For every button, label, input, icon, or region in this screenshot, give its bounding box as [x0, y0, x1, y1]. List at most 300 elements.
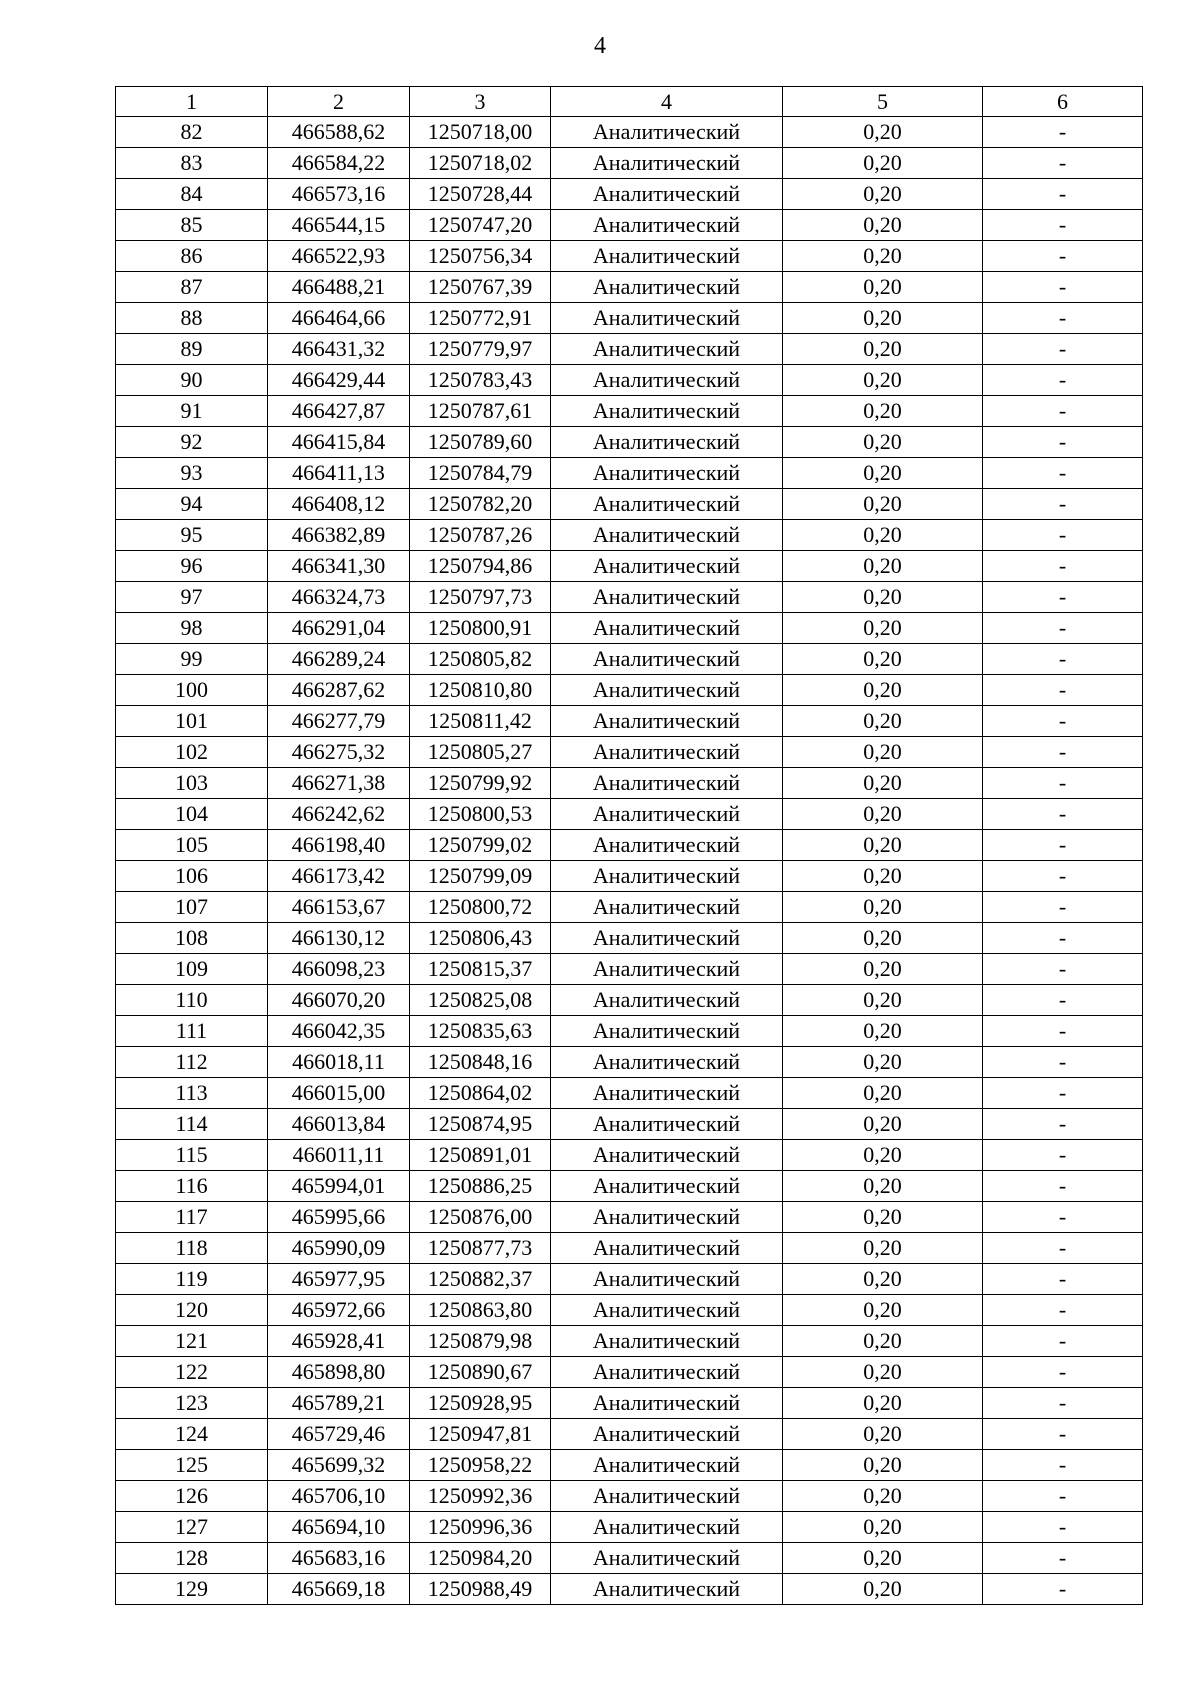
y-coordinate-cell: 1250877,73: [410, 1233, 551, 1264]
table-row: [116, 954, 1143, 985]
table-body: [116, 117, 1143, 1605]
x-coordinate-cell: 466011,11: [268, 1140, 410, 1171]
table-row: [116, 830, 1143, 861]
table-row: [116, 613, 1143, 644]
point-number-cell: 109: [116, 954, 268, 985]
table-row: [116, 1109, 1143, 1140]
y-coordinate-cell: 1250784,79: [410, 458, 551, 489]
description-cell: -: [983, 1109, 1143, 1140]
description-cell: -: [983, 1388, 1143, 1419]
method-cell: Аналитический: [551, 1264, 783, 1295]
y-coordinate-cell: 1250947,81: [410, 1419, 551, 1450]
x-coordinate-cell: 465694,10: [268, 1512, 410, 1543]
x-coordinate-cell: 466015,00: [268, 1078, 410, 1109]
point-number-cell: 99: [116, 644, 268, 675]
table-row: [116, 427, 1143, 458]
accuracy-cell: 0,20: [783, 644, 983, 675]
table-row: [116, 1450, 1143, 1481]
accuracy-cell: 0,20: [783, 799, 983, 830]
table-row: [116, 861, 1143, 892]
point-number-cell: 114: [116, 1109, 268, 1140]
y-coordinate-cell: 1250747,20: [410, 210, 551, 241]
accuracy-cell: 0,20: [783, 396, 983, 427]
x-coordinate-cell: 466153,67: [268, 892, 410, 923]
accuracy-cell: 0,20: [783, 117, 983, 148]
method-cell: Аналитический: [551, 179, 783, 210]
y-coordinate-cell: 1250800,53: [410, 799, 551, 830]
accuracy-cell: 0,20: [783, 1512, 983, 1543]
x-coordinate-cell: 466242,62: [268, 799, 410, 830]
point-number-cell: 103: [116, 768, 268, 799]
point-number-cell: 105: [116, 830, 268, 861]
accuracy-cell: 0,20: [783, 706, 983, 737]
x-coordinate-cell: 466018,11: [268, 1047, 410, 1078]
table-row: [116, 489, 1143, 520]
y-coordinate-cell: 1250825,08: [410, 985, 551, 1016]
x-coordinate-cell: 466098,23: [268, 954, 410, 985]
description-cell: -: [983, 706, 1143, 737]
table-row: [116, 644, 1143, 675]
method-cell: Аналитический: [551, 706, 783, 737]
x-coordinate-cell: 466522,93: [268, 241, 410, 272]
method-cell: Аналитический: [551, 427, 783, 458]
table-row: [116, 799, 1143, 830]
description-cell: -: [983, 520, 1143, 551]
method-cell: Аналитический: [551, 1419, 783, 1450]
description-cell: -: [983, 1233, 1143, 1264]
accuracy-cell: 0,20: [783, 458, 983, 489]
column-header: 5: [783, 87, 983, 117]
x-coordinate-cell: 465928,41: [268, 1326, 410, 1357]
x-coordinate-cell: 465706,10: [268, 1481, 410, 1512]
accuracy-cell: 0,20: [783, 1543, 983, 1574]
y-coordinate-cell: 1250882,37: [410, 1264, 551, 1295]
method-cell: Аналитический: [551, 768, 783, 799]
y-coordinate-cell: 1250810,80: [410, 675, 551, 706]
table-header: [116, 87, 1143, 117]
y-coordinate-cell: 1250835,63: [410, 1016, 551, 1047]
accuracy-cell: 0,20: [783, 613, 983, 644]
x-coordinate-cell: 466070,20: [268, 985, 410, 1016]
x-coordinate-cell: 466289,24: [268, 644, 410, 675]
description-cell: -: [983, 768, 1143, 799]
accuracy-cell: 0,20: [783, 489, 983, 520]
y-coordinate-cell: 1250794,86: [410, 551, 551, 582]
point-number-cell: 83: [116, 148, 268, 179]
method-cell: Аналитический: [551, 1109, 783, 1140]
description-cell: -: [983, 117, 1143, 148]
table-row: [116, 1047, 1143, 1078]
column-header: 1: [116, 87, 268, 117]
point-number-cell: 102: [116, 737, 268, 768]
point-number-cell: 106: [116, 861, 268, 892]
description-cell: -: [983, 1481, 1143, 1512]
x-coordinate-cell: 466173,42: [268, 861, 410, 892]
method-cell: Аналитический: [551, 582, 783, 613]
y-coordinate-cell: 1250797,73: [410, 582, 551, 613]
x-coordinate-cell: 466287,62: [268, 675, 410, 706]
y-coordinate-cell: 1250799,92: [410, 768, 551, 799]
accuracy-cell: 0,20: [783, 1233, 983, 1264]
point-number-cell: 113: [116, 1078, 268, 1109]
x-coordinate-cell: 465994,01: [268, 1171, 410, 1202]
method-cell: Аналитический: [551, 1543, 783, 1574]
method-cell: Аналитический: [551, 1326, 783, 1357]
method-cell: Аналитический: [551, 117, 783, 148]
method-cell: Аналитический: [551, 1388, 783, 1419]
x-coordinate-cell: 465972,66: [268, 1295, 410, 1326]
description-cell: -: [983, 365, 1143, 396]
point-number-cell: 100: [116, 675, 268, 706]
y-coordinate-cell: 1250783,43: [410, 365, 551, 396]
point-number-cell: 122: [116, 1357, 268, 1388]
accuracy-cell: 0,20: [783, 830, 983, 861]
y-coordinate-cell: 1250756,34: [410, 241, 551, 272]
description-cell: -: [983, 489, 1143, 520]
table-row: [116, 768, 1143, 799]
table-row: [116, 1512, 1143, 1543]
y-coordinate-cell: 1250811,42: [410, 706, 551, 737]
y-coordinate-cell: 1250992,36: [410, 1481, 551, 1512]
point-number-cell: 93: [116, 458, 268, 489]
x-coordinate-cell: 466275,32: [268, 737, 410, 768]
x-coordinate-cell: 466271,38: [268, 768, 410, 799]
method-cell: Аналитический: [551, 551, 783, 582]
y-coordinate-cell: 1250874,95: [410, 1109, 551, 1140]
accuracy-cell: 0,20: [783, 1450, 983, 1481]
point-number-cell: 117: [116, 1202, 268, 1233]
x-coordinate-cell: 466431,32: [268, 334, 410, 365]
description-cell: -: [983, 334, 1143, 365]
description-cell: -: [983, 830, 1143, 861]
x-coordinate-cell: 466198,40: [268, 830, 410, 861]
description-cell: -: [983, 1264, 1143, 1295]
y-coordinate-cell: 1250988,49: [410, 1574, 551, 1605]
point-number-cell: 88: [116, 303, 268, 334]
header-row: [116, 87, 1143, 117]
method-cell: Аналитический: [551, 272, 783, 303]
point-number-cell: 129: [116, 1574, 268, 1605]
description-cell: -: [983, 427, 1143, 458]
point-number-cell: 121: [116, 1326, 268, 1357]
y-coordinate-cell: 1250728,44: [410, 179, 551, 210]
description-cell: -: [983, 954, 1143, 985]
accuracy-cell: 0,20: [783, 1357, 983, 1388]
y-coordinate-cell: 1250891,01: [410, 1140, 551, 1171]
y-coordinate-cell: 1250782,20: [410, 489, 551, 520]
y-coordinate-cell: 1250767,39: [410, 272, 551, 303]
point-number-cell: 125: [116, 1450, 268, 1481]
point-number-cell: 90: [116, 365, 268, 396]
table-row: [116, 551, 1143, 582]
x-coordinate-cell: 466429,44: [268, 365, 410, 396]
accuracy-cell: 0,20: [783, 768, 983, 799]
table-row: [116, 737, 1143, 768]
point-number-cell: 84: [116, 179, 268, 210]
method-cell: Аналитический: [551, 1481, 783, 1512]
accuracy-cell: 0,20: [783, 1295, 983, 1326]
method-cell: Аналитический: [551, 241, 783, 272]
method-cell: Аналитический: [551, 1140, 783, 1171]
table-row: [116, 1388, 1143, 1419]
point-number-cell: 82: [116, 117, 268, 148]
method-cell: Аналитический: [551, 861, 783, 892]
table-row: [116, 272, 1143, 303]
description-cell: -: [983, 892, 1143, 923]
method-cell: Аналитический: [551, 365, 783, 396]
accuracy-cell: 0,20: [783, 737, 983, 768]
x-coordinate-cell: 466427,87: [268, 396, 410, 427]
y-coordinate-cell: 1250863,80: [410, 1295, 551, 1326]
description-cell: -: [983, 241, 1143, 272]
x-coordinate-cell: 466013,84: [268, 1109, 410, 1140]
accuracy-cell: 0,20: [783, 427, 983, 458]
point-number-cell: 85: [116, 210, 268, 241]
description-cell: -: [983, 210, 1143, 241]
table-row: [116, 1574, 1143, 1605]
point-number-cell: 115: [116, 1140, 268, 1171]
description-cell: -: [983, 582, 1143, 613]
accuracy-cell: 0,20: [783, 1202, 983, 1233]
x-coordinate-cell: 466291,04: [268, 613, 410, 644]
point-number-cell: 96: [116, 551, 268, 582]
table-row: [116, 365, 1143, 396]
table-row: [116, 923, 1143, 954]
accuracy-cell: 0,20: [783, 1481, 983, 1512]
description-cell: -: [983, 1357, 1143, 1388]
y-coordinate-cell: 1250805,27: [410, 737, 551, 768]
point-number-cell: 120: [116, 1295, 268, 1326]
method-cell: Аналитический: [551, 1047, 783, 1078]
point-number-cell: 86: [116, 241, 268, 272]
point-number-cell: 94: [116, 489, 268, 520]
table-row: [116, 117, 1143, 148]
method-cell: Аналитический: [551, 1574, 783, 1605]
accuracy-cell: 0,20: [783, 861, 983, 892]
table-row: [116, 1202, 1143, 1233]
point-number-cell: 95: [116, 520, 268, 551]
description-cell: -: [983, 1512, 1143, 1543]
method-cell: Аналитический: [551, 830, 783, 861]
x-coordinate-cell: 466382,89: [268, 520, 410, 551]
y-coordinate-cell: 1250876,00: [410, 1202, 551, 1233]
y-coordinate-cell: 1250996,36: [410, 1512, 551, 1543]
table-row: [116, 1016, 1143, 1047]
table-row: [116, 1264, 1143, 1295]
x-coordinate-cell: 466408,12: [268, 489, 410, 520]
description-cell: -: [983, 675, 1143, 706]
accuracy-cell: 0,20: [783, 1264, 983, 1295]
y-coordinate-cell: 1250799,02: [410, 830, 551, 861]
accuracy-cell: 0,20: [783, 241, 983, 272]
y-coordinate-cell: 1250928,95: [410, 1388, 551, 1419]
method-cell: Аналитический: [551, 210, 783, 241]
description-cell: -: [983, 861, 1143, 892]
accuracy-cell: 0,20: [783, 1016, 983, 1047]
y-coordinate-cell: 1250815,37: [410, 954, 551, 985]
description-cell: -: [983, 396, 1143, 427]
accuracy-cell: 0,20: [783, 179, 983, 210]
method-cell: Аналитический: [551, 954, 783, 985]
accuracy-cell: 0,20: [783, 582, 983, 613]
y-coordinate-cell: 1250799,09: [410, 861, 551, 892]
accuracy-cell: 0,20: [783, 303, 983, 334]
x-coordinate-cell: 466341,30: [268, 551, 410, 582]
table-row: [116, 303, 1143, 334]
point-number-cell: 92: [116, 427, 268, 458]
method-cell: Аналитический: [551, 1016, 783, 1047]
y-coordinate-cell: 1250787,26: [410, 520, 551, 551]
table-row: [116, 675, 1143, 706]
method-cell: Аналитический: [551, 799, 783, 830]
accuracy-cell: 0,20: [783, 210, 983, 241]
x-coordinate-cell: 465669,18: [268, 1574, 410, 1605]
table-row: [116, 334, 1143, 365]
method-cell: Аналитический: [551, 613, 783, 644]
description-cell: -: [983, 458, 1143, 489]
method-cell: Аналитический: [551, 489, 783, 520]
y-coordinate-cell: 1250864,02: [410, 1078, 551, 1109]
accuracy-cell: 0,20: [783, 892, 983, 923]
table-row: [116, 1481, 1143, 1512]
point-number-cell: 126: [116, 1481, 268, 1512]
y-coordinate-cell: 1250779,97: [410, 334, 551, 365]
method-cell: Аналитический: [551, 644, 783, 675]
method-cell: Аналитический: [551, 923, 783, 954]
y-coordinate-cell: 1250800,72: [410, 892, 551, 923]
y-coordinate-cell: 1250879,98: [410, 1326, 551, 1357]
x-coordinate-cell: 466277,79: [268, 706, 410, 737]
description-cell: -: [983, 1574, 1143, 1605]
method-cell: Аналитический: [551, 1171, 783, 1202]
table-row: [116, 396, 1143, 427]
point-number-cell: 119: [116, 1264, 268, 1295]
description-cell: -: [983, 179, 1143, 210]
accuracy-cell: 0,20: [783, 272, 983, 303]
table-row: [116, 458, 1143, 489]
x-coordinate-cell: 465729,46: [268, 1419, 410, 1450]
y-coordinate-cell: 1250787,61: [410, 396, 551, 427]
table-row: [116, 582, 1143, 613]
column-header: 3: [410, 87, 551, 117]
table-row: [116, 148, 1143, 179]
x-coordinate-cell: 466130,12: [268, 923, 410, 954]
description-cell: -: [983, 1047, 1143, 1078]
column-header: 6: [983, 87, 1143, 117]
point-number-cell: 104: [116, 799, 268, 830]
table-row: [116, 210, 1143, 241]
point-number-cell: 116: [116, 1171, 268, 1202]
point-number-cell: 124: [116, 1419, 268, 1450]
y-coordinate-cell: 1250789,60: [410, 427, 551, 458]
description-cell: -: [983, 272, 1143, 303]
x-coordinate-cell: 466588,62: [268, 117, 410, 148]
table-row: [116, 892, 1143, 923]
y-coordinate-cell: 1250800,91: [410, 613, 551, 644]
accuracy-cell: 0,20: [783, 1419, 983, 1450]
accuracy-cell: 0,20: [783, 1171, 983, 1202]
point-number-cell: 128: [116, 1543, 268, 1574]
method-cell: Аналитический: [551, 303, 783, 334]
table-row: [116, 179, 1143, 210]
y-coordinate-cell: 1250958,22: [410, 1450, 551, 1481]
x-coordinate-cell: 466573,16: [268, 179, 410, 210]
y-coordinate-cell: 1250984,20: [410, 1543, 551, 1574]
y-coordinate-cell: 1250886,25: [410, 1171, 551, 1202]
table-row: [116, 520, 1143, 551]
method-cell: Аналитический: [551, 737, 783, 768]
table-row: [116, 1543, 1143, 1574]
accuracy-cell: 0,20: [783, 1140, 983, 1171]
point-number-cell: 111: [116, 1016, 268, 1047]
point-number-cell: 118: [116, 1233, 268, 1264]
y-coordinate-cell: 1250805,82: [410, 644, 551, 675]
x-coordinate-cell: 465977,95: [268, 1264, 410, 1295]
x-coordinate-cell: 466415,84: [268, 427, 410, 458]
x-coordinate-cell: 465683,16: [268, 1543, 410, 1574]
method-cell: Аналитический: [551, 520, 783, 551]
y-coordinate-cell: 1250718,02: [410, 148, 551, 179]
method-cell: Аналитический: [551, 985, 783, 1016]
method-cell: Аналитический: [551, 334, 783, 365]
table-row: [116, 1295, 1143, 1326]
method-cell: Аналитический: [551, 1202, 783, 1233]
x-coordinate-cell: 466464,66: [268, 303, 410, 334]
accuracy-cell: 0,20: [783, 1326, 983, 1357]
description-cell: -: [983, 1543, 1143, 1574]
accuracy-cell: 0,20: [783, 1047, 983, 1078]
point-number-cell: 127: [116, 1512, 268, 1543]
description-cell: -: [983, 1171, 1143, 1202]
y-coordinate-cell: 1250848,16: [410, 1047, 551, 1078]
page-number: 4: [594, 33, 606, 59]
method-cell: Аналитический: [551, 1450, 783, 1481]
point-number-cell: 123: [116, 1388, 268, 1419]
description-cell: -: [983, 1016, 1143, 1047]
description-cell: -: [983, 1078, 1143, 1109]
point-number-cell: 112: [116, 1047, 268, 1078]
coordinates-table: [115, 86, 1143, 1605]
accuracy-cell: 0,20: [783, 1109, 983, 1140]
description-cell: -: [983, 799, 1143, 830]
x-coordinate-cell: 466324,73: [268, 582, 410, 613]
description-cell: -: [983, 1419, 1143, 1450]
method-cell: Аналитический: [551, 675, 783, 706]
y-coordinate-cell: 1250890,67: [410, 1357, 551, 1388]
x-coordinate-cell: 466584,22: [268, 148, 410, 179]
y-coordinate-cell: 1250772,91: [410, 303, 551, 334]
table-row: [116, 241, 1143, 272]
table-row: [116, 1171, 1143, 1202]
method-cell: Аналитический: [551, 1512, 783, 1543]
point-number-cell: 97: [116, 582, 268, 613]
x-coordinate-cell: 465898,80: [268, 1357, 410, 1388]
x-coordinate-cell: 466411,13: [268, 458, 410, 489]
x-coordinate-cell: 466042,35: [268, 1016, 410, 1047]
description-cell: -: [983, 148, 1143, 179]
description-cell: -: [983, 1295, 1143, 1326]
table-row: [116, 1357, 1143, 1388]
method-cell: Аналитический: [551, 1233, 783, 1264]
description-cell: -: [983, 613, 1143, 644]
description-cell: -: [983, 1450, 1143, 1481]
method-cell: Аналитический: [551, 1295, 783, 1326]
accuracy-cell: 0,20: [783, 923, 983, 954]
point-number-cell: 101: [116, 706, 268, 737]
table-row: [116, 1233, 1143, 1264]
x-coordinate-cell: 465789,21: [268, 1388, 410, 1419]
description-cell: -: [983, 644, 1143, 675]
